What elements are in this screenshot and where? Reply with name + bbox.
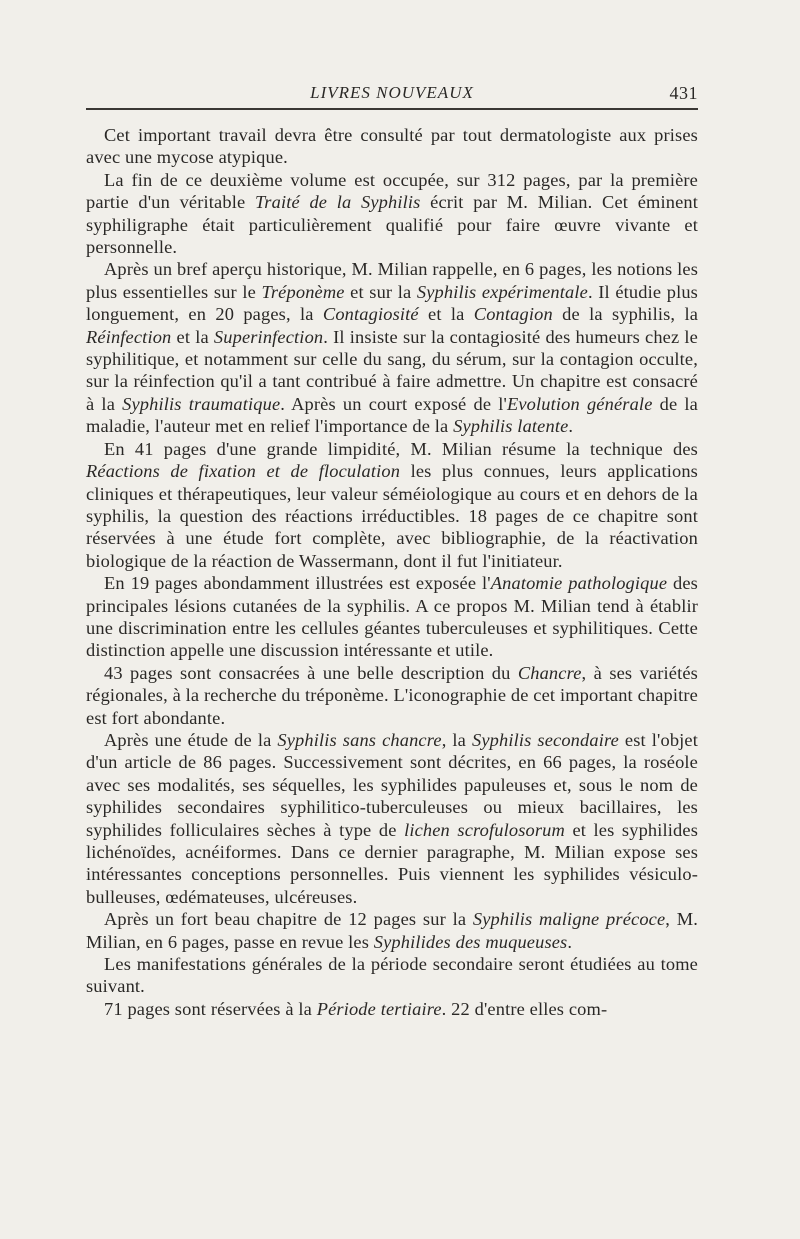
page-header bbox=[86, 80, 698, 108]
text-run: . Il étudie plus longuement, en 20 pages, la bbox=[86, 281, 698, 325]
text-run: Les manifestations générales de la période secondaire seront étudiées au tome suivant. bbox=[86, 954, 698, 997]
italic-text: Syphilis sans chancre bbox=[277, 729, 442, 750]
italic-text: Anatomie pathologique bbox=[490, 573, 668, 594]
page-number: 431 bbox=[669, 83, 698, 103]
text-run: Cet important travail devra être consulté par tout dermatologiste aux prises avec une mycose atypique. bbox=[86, 125, 698, 168]
text-run: les plus connues, leurs applications cliniques et thérapeutiques, leur valeur séméiologique au cours et en dehors de la syphilis, la question des réactions irréductibles. 18 pages de ce chapitre sont réservées à une étude fort complète, avec bibliographie, de la réactivation biologique de la réaction de Wassermann, dont il fut l'initiateur. bbox=[86, 461, 698, 571]
text-run: écrit par M. Milian. Cet éminent syphiligraphe était particulièrement qualifié pour faire œuvre vivante et personnelle. bbox=[86, 192, 698, 258]
text-run: et la bbox=[171, 326, 214, 347]
italic-text: Période tertiaire bbox=[316, 998, 442, 1019]
body-text bbox=[86, 124, 698, 1020]
text-run: , la bbox=[441, 729, 472, 750]
italic-text: Contagiosité bbox=[322, 304, 419, 325]
paragraph bbox=[86, 124, 698, 169]
italic-text: Tréponème bbox=[261, 281, 345, 302]
paragraph bbox=[86, 953, 698, 998]
running-title: LIVRES NOUVEAUX bbox=[310, 83, 474, 102]
italic-text: Syphilis traumatique bbox=[122, 393, 281, 414]
italic-text: Contagion bbox=[473, 304, 553, 325]
book-page bbox=[86, 80, 698, 1020]
text-run: Après un fort beau chapitre de 12 pages sur la bbox=[104, 909, 473, 930]
italic-text: Syphilis maligne précoce bbox=[472, 909, 666, 930]
paragraph bbox=[86, 662, 698, 729]
paragraph bbox=[86, 729, 698, 908]
italic-text: Superinfection bbox=[213, 326, 324, 347]
text-run: . Après un court exposé de l' bbox=[280, 393, 507, 414]
text-run: et la bbox=[418, 304, 474, 325]
italic-text: Syphilis latente bbox=[453, 416, 569, 437]
text-run: . bbox=[568, 416, 574, 437]
header-rule bbox=[86, 108, 698, 110]
italic-text: Réinfection bbox=[86, 326, 172, 347]
text-run: et sur la bbox=[344, 281, 417, 302]
text-run: et les syphilides lichénoïdes, acnéiformes. Dans ce dernier paragraphe, M. Milian expose ses intéressantes conceptions personnelles. Puis viennent les syphilides vésiculo-bulleuses, œdémateuses, ulcéreuses. bbox=[86, 819, 699, 907]
text-run: Après un bref aperçu historique, M. Milian rappelle, en 6 pages, les notions les plus essentielles sur le bbox=[86, 259, 698, 302]
text-run: , à ses variétés régionales, à la recherche du tréponème. L'iconographie de cet important chapitre est fort abondante. bbox=[86, 662, 698, 728]
text-run: Après une étude de la bbox=[104, 729, 278, 750]
italic-text: Chancre bbox=[517, 662, 582, 683]
paragraph bbox=[86, 998, 698, 1020]
italic-text: Syphilis secondaire bbox=[471, 729, 619, 750]
paragraph bbox=[86, 572, 698, 662]
text-run: 43 pages sont consacrées à une belle description du bbox=[104, 662, 518, 683]
text-run: des principales lésions cutanées de la syphilis. A ce propos M. Milian tend à établir une discrimination entre les cellules géantes tuberculeuses et syphilitiques. Cette distinction appelle une discussion intéressante et utile. bbox=[86, 573, 698, 661]
text-run: 71 pages sont réservées à la bbox=[104, 998, 317, 1019]
text-run: . Il insiste sur la contagiosité des humeurs chez le syphilitique, et notamment sur celle du sang, du sérum, sur la contagion occulte, sur la réinfection qu'il a tant contribué à faire admettre. Un chapitre est consacré à la bbox=[86, 326, 698, 414]
italic-text: Réactions de fixation et de floculation bbox=[86, 461, 401, 482]
text-run: de la syphilis, la bbox=[552, 304, 699, 325]
paragraph bbox=[86, 169, 698, 259]
text-run: , M. Milian, en 6 pages, passe en revue les bbox=[86, 909, 699, 952]
text-run: En 41 pages d'une grande limpidité, M. Milian résume la technique des bbox=[104, 438, 698, 459]
paragraph bbox=[86, 908, 698, 953]
italic-text: Evolution générale bbox=[506, 393, 653, 414]
paragraph bbox=[86, 258, 698, 437]
italic-text: lichen scrofulosorum bbox=[404, 819, 565, 840]
text-run: En 19 pages abondamment illustrées est exposée l' bbox=[104, 573, 491, 594]
text-run: . 22 d'entre elles com- bbox=[441, 998, 608, 1019]
paragraph bbox=[86, 438, 698, 572]
italic-text: Syphilides des muqueuses bbox=[373, 931, 568, 952]
text-run: est l'objet d'un article de 86 pages. Successivement sont décrites, en 66 pages, la roséole avec ses modalités, ses séquelles, les syphilides papuleuses et, sous le nom de syphilides secondaires syphilitico-tuberculeuses ou mieux bacillaires, les syphilides folliculaires sèches à type de bbox=[86, 729, 698, 840]
text-run: . bbox=[567, 931, 573, 952]
italic-text: Syphilis expérimentale bbox=[416, 281, 588, 302]
text-run: de la maladie, l'auteur met en relief l'importance de la bbox=[86, 393, 698, 437]
italic-text: Traité de la Syphilis bbox=[254, 192, 421, 213]
text-run: La fin de ce deuxième volume est occupée, sur 312 pages, par la première partie d'un véritable bbox=[86, 169, 698, 213]
